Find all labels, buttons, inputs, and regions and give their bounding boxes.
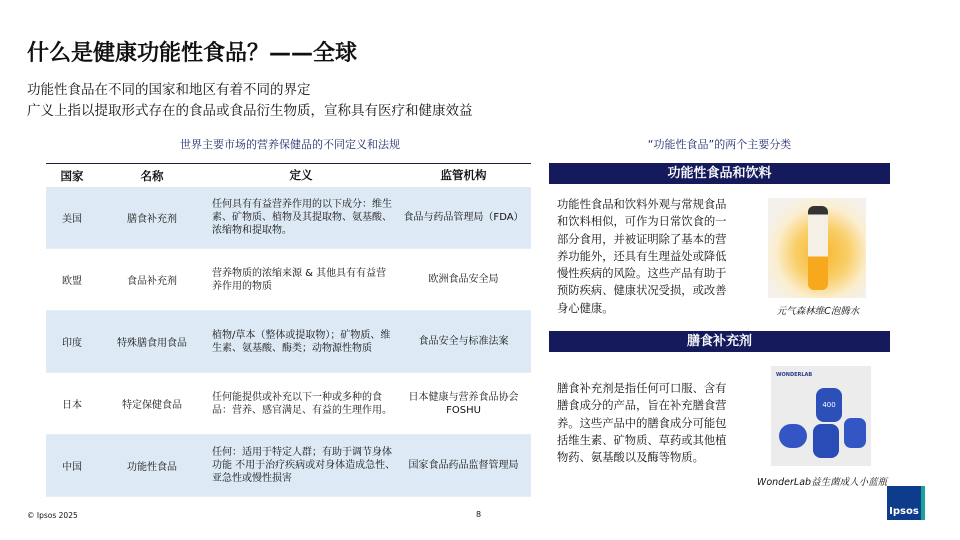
category-1-text: 功能性食品和饮料外观与常规食品和饮料相似，可作为日常饮食的一部分食用，并被证明除了基本的营养功能外，还具有生理益处或降低慢性疾病的风险。这些产品有助于预防疾病、健康状况受损，或改善身心健康。 — [557, 198, 727, 315]
table-row — [46, 311, 531, 373]
cell-country: 欧盟 — [62, 276, 82, 287]
categories-caption: “功能性食品”的两个主要分类 — [647, 138, 792, 151]
page-number: 8 — [476, 510, 482, 519]
brand-label: WONDERLAB — [776, 372, 813, 378]
category-1-image-caption: 元气森林维C泡腾水 — [776, 306, 860, 317]
cell-country: 印度 — [62, 338, 82, 349]
bottle-icon — [813, 424, 839, 458]
cell-regulator: 日本健康与营养食品协会 FOSHU — [408, 391, 519, 416]
table-row — [46, 249, 531, 311]
header-regulator: 监管机构 — [440, 168, 487, 182]
bottle-icon — [779, 424, 807, 448]
ipsos-logo: Ipsos — [887, 486, 925, 520]
cell-name: 功能性食品 — [127, 462, 177, 473]
table-row — [46, 187, 531, 249]
table-row — [46, 373, 531, 435]
cell-definition: 营养物质的浓缩来源 & 其他具有有益营养作用的物质 — [212, 267, 387, 292]
page-title: 什么是健康功能性食品？——全球 — [27, 41, 358, 66]
subtitle-1: 功能性食品在不同的国家和地区有着不同的界定 — [27, 82, 311, 98]
category-2-text: 膳食补充剂是指任何可口服、含有膳食成分的产品，旨在补充膳食营养。这些产品中的膳食成分可能包括维生素、矿物质、草药或其他植物药、氨基酸以及酶等物质。 — [557, 382, 727, 465]
cell-regulator: 欧洲食品安全局 — [428, 274, 499, 285]
cell-name: 特殊膳食用食品 — [117, 338, 187, 349]
cell-country: 中国 — [62, 462, 82, 473]
supplement-product-image — [771, 366, 871, 466]
category-2-image-caption: WonderLab益生菌成人小蓝瓶 — [756, 477, 888, 488]
bottle-icon — [844, 418, 866, 448]
table-caption: 世界主要市场的营养保健品的不同定义和法规 — [180, 138, 400, 151]
cell-regulator: 食品与药品管理局（FDA） — [403, 212, 524, 223]
drink-product-image — [768, 198, 866, 298]
subtitle-2: 广义上指以提取形式存在的食品或食品衍生物质，宣称具有医疗和健康效益 — [27, 103, 473, 119]
header-name: 名称 — [140, 168, 164, 183]
table-row — [46, 435, 531, 497]
header-definition: 定义 — [289, 168, 313, 182]
bottle-icon: 400 — [816, 388, 842, 422]
copyright: © Ipsos 2025 — [27, 511, 78, 520]
category-1-title: 功能性食品和饮料 — [549, 163, 890, 184]
regulation-table — [46, 163, 531, 497]
cell-definition: 任何具有有益营养作用的以下成分：维生素、矿物质、植物及其提取物、氨基酸、浓缩物和提取物。 — [212, 199, 392, 236]
table-header — [46, 164, 531, 187]
bottle-icon — [808, 206, 828, 290]
cell-definition: 任何：适用于特定人群；有助于调节身体功能 不用于治疗疾病或对身体造成急性、亚急性或慢性损害 — [212, 447, 396, 484]
cell-definition: 植物/草本（整体或提取物）；矿物质、维生素、氨基酸、酶类；动物源性物质 — [212, 329, 391, 354]
cell-country: 日本 — [62, 400, 82, 411]
cell-name: 膳食补充剂 — [127, 214, 177, 225]
cell-definition: 任何能提供或补充以下一种或多种的食品：营养、感官满足、有益的生理作用。 — [212, 391, 392, 416]
cell-regulator: 国家食品药品监督管理局 — [408, 460, 519, 471]
category-2-title: 膳食补充剂 — [549, 331, 890, 352]
cell-country: 美国 — [62, 214, 82, 225]
header-country: 国家 — [60, 168, 84, 183]
cell-regulator: 食品安全与标准法案 — [418, 336, 509, 347]
cell-name: 食品补充剂 — [127, 276, 177, 287]
cell-name: 特定保健食品 — [122, 400, 182, 411]
